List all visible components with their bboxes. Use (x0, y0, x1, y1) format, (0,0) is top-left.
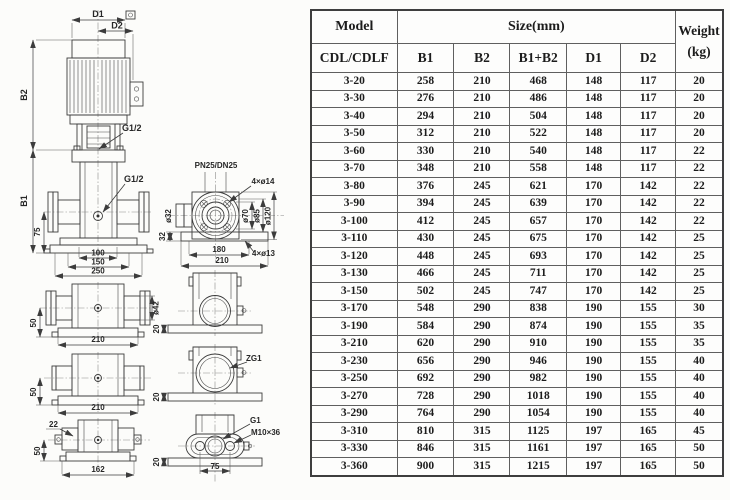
value-cell: 210 (454, 125, 510, 143)
value-cell: 170 (566, 213, 620, 231)
dim-label-portC-75: 75 (210, 462, 220, 471)
model-cell: 3-60 (311, 143, 397, 161)
table-row (311, 283, 723, 301)
model-cell: 3-190 (311, 318, 397, 336)
value-cell: 165 (621, 423, 676, 441)
value-cell: 148 (566, 143, 620, 161)
value-cell: 376 (397, 178, 454, 196)
dim-label-180: 180 (212, 245, 226, 254)
value-cell: 20 (676, 108, 723, 126)
model-cell: 3-90 (311, 195, 397, 213)
value-cell: 35 (676, 335, 723, 353)
value-cell: 245 (454, 178, 510, 196)
value-cell: 170 (566, 178, 620, 196)
value-cell: 348 (397, 160, 454, 178)
model-cell: 3-310 (311, 423, 397, 441)
value-cell: 142 (621, 248, 676, 266)
table-row (311, 178, 723, 196)
dim-label-b1: B1 (19, 195, 29, 207)
value-cell: 40 (676, 388, 723, 406)
col-header-d1: D1 (566, 44, 620, 73)
value-cell: 170 (566, 230, 620, 248)
value-cell: 40 (676, 353, 723, 371)
value-cell: 197 (566, 423, 620, 441)
value-cell: 290 (454, 405, 510, 423)
value-cell: 210 (454, 160, 510, 178)
model-cell: 3-120 (311, 248, 397, 266)
model-cell: 3-20 (311, 73, 397, 91)
value-cell: 468 (510, 73, 566, 91)
value-cell: 25 (676, 265, 723, 283)
value-cell: 142 (621, 265, 676, 283)
value-cell: 50 (676, 458, 723, 476)
pump-elevation-view (19, 9, 153, 276)
value-cell: 190 (566, 388, 620, 406)
port-label-g12-coupling: G1/2 (122, 123, 142, 133)
value-cell: 155 (621, 388, 676, 406)
value-cell: 165 (621, 458, 676, 476)
dim-label-foot3-162: 162 (91, 465, 105, 474)
value-cell: 910 (510, 335, 566, 353)
table-row (311, 108, 723, 126)
value-cell: 155 (621, 370, 676, 388)
value-cell: 874 (510, 318, 566, 336)
value-cell: 142 (621, 195, 676, 213)
value-cell: 170 (566, 248, 620, 266)
dim-label-4x13: 4×ø13 (252, 249, 275, 258)
value-cell: 394 (397, 195, 454, 213)
table-row (311, 265, 723, 283)
value-cell: 30 (676, 300, 723, 318)
dim-label-dia32: ø32 (164, 209, 173, 223)
value-cell: 117 (621, 108, 676, 126)
value-cell: 210 (454, 143, 510, 161)
model-cell: 3-40 (311, 108, 397, 126)
value-cell: 190 (566, 318, 620, 336)
value-cell: 558 (510, 160, 566, 178)
value-cell: 1215 (510, 458, 566, 476)
value-cell: 290 (454, 300, 510, 318)
dim-label-150: 150 (91, 257, 105, 267)
port-view-c (152, 412, 281, 482)
value-cell: 657 (510, 213, 566, 231)
model-cell: 3-270 (311, 388, 397, 406)
dim-label-portB-20: 20 (152, 392, 161, 402)
dim-label-dia70: ø70 (241, 209, 250, 223)
dim-label-b2: B2 (19, 89, 29, 101)
value-cell: 170 (566, 283, 620, 301)
value-cell: 165 (621, 440, 676, 458)
value-cell: 170 (566, 265, 620, 283)
value-cell: 846 (397, 440, 454, 458)
spec-table (310, 9, 724, 477)
dim-label-foot1-210: 210 (91, 335, 105, 344)
dim-label-foot1-50: 50 (29, 318, 38, 328)
dim-label-foot2-50: 50 (29, 387, 38, 397)
weight-label-line2: (kg) (687, 43, 711, 59)
value-cell: 22 (676, 160, 723, 178)
value-cell: 522 (510, 125, 566, 143)
value-cell: 25 (676, 248, 723, 266)
foot-view-plain (29, 352, 152, 413)
port-label-zg1: ZG1 (246, 354, 262, 363)
value-cell: 620 (397, 335, 454, 353)
dim-label-foot2-210: 210 (91, 403, 105, 412)
value-cell: 639 (510, 195, 566, 213)
table-body (311, 73, 723, 477)
value-cell: 946 (510, 353, 566, 371)
table-row (311, 195, 723, 213)
value-cell: 448 (397, 248, 454, 266)
value-cell: 290 (454, 388, 510, 406)
value-cell: 621 (510, 178, 566, 196)
value-cell: 540 (510, 143, 566, 161)
value-cell: 190 (566, 353, 620, 371)
value-cell: 502 (397, 283, 454, 301)
dim-label-flange-210: 210 (215, 256, 229, 265)
dim-label-portC-20: 20 (152, 457, 161, 467)
value-cell: 20 (676, 125, 723, 143)
value-cell: 584 (397, 318, 454, 336)
value-cell: 155 (621, 353, 676, 371)
value-cell: 1054 (510, 405, 566, 423)
model-cell: 3-210 (311, 335, 397, 353)
table-row (311, 248, 723, 266)
value-cell: 656 (397, 353, 454, 371)
value-cell: 155 (621, 405, 676, 423)
value-cell: 117 (621, 125, 676, 143)
value-cell: 197 (566, 440, 620, 458)
model-cell: 3-130 (311, 265, 397, 283)
dim-label-foot3-50: 50 (33, 446, 42, 456)
value-cell: 40 (676, 405, 723, 423)
col-header-d2: D2 (621, 44, 676, 73)
value-cell: 142 (621, 213, 676, 231)
dim-label-4x14: 4×ø14 (251, 177, 275, 186)
flange-rating-label: PN25/DN25 (194, 161, 238, 170)
table-row (311, 405, 723, 423)
value-cell: 315 (454, 458, 510, 476)
table-row (311, 300, 723, 318)
value-cell: 155 (621, 300, 676, 318)
table-pane (310, 0, 730, 500)
foot-view-threaded (33, 418, 150, 475)
value-cell: 117 (621, 160, 676, 178)
value-cell: 258 (397, 73, 454, 91)
bolt-label-m10x36: M10×36 (251, 428, 281, 437)
value-cell: 548 (397, 300, 454, 318)
value-cell: 245 (454, 248, 510, 266)
dim-label-portA-20: 20 (152, 324, 161, 334)
table-row (311, 423, 723, 441)
value-cell: 245 (454, 195, 510, 213)
value-cell: 315 (454, 440, 510, 458)
value-cell: 245 (454, 230, 510, 248)
value-cell: 25 (676, 283, 723, 301)
value-cell: 148 (566, 73, 620, 91)
value-cell: 1161 (510, 440, 566, 458)
value-cell: 117 (621, 73, 676, 91)
table-row (311, 318, 723, 336)
model-cell: 3-150 (311, 283, 397, 301)
table-row (311, 125, 723, 143)
table-row (311, 73, 723, 91)
port-view-a (152, 270, 262, 336)
value-cell: 900 (397, 458, 454, 476)
table-row (311, 230, 723, 248)
value-cell: 430 (397, 230, 454, 248)
table-row (311, 335, 723, 353)
value-cell: 22 (676, 143, 723, 161)
value-cell: 466 (397, 265, 454, 283)
value-cell: 25 (676, 230, 723, 248)
model-cell: 3-330 (311, 440, 397, 458)
value-cell: 22 (676, 213, 723, 231)
value-cell: 45 (676, 423, 723, 441)
flange-top-view (158, 161, 284, 266)
value-cell: 142 (621, 283, 676, 301)
value-cell: 190 (566, 370, 620, 388)
value-cell: 155 (621, 318, 676, 336)
value-cell: 412 (397, 213, 454, 231)
value-cell: 210 (454, 90, 510, 108)
value-cell: 245 (454, 283, 510, 301)
value-cell: 190 (566, 335, 620, 353)
value-cell: 20 (676, 90, 723, 108)
value-cell: 728 (397, 388, 454, 406)
pump-drawing (0, 0, 310, 500)
value-cell: 210 (454, 73, 510, 91)
dim-label-dia42: ø42 (151, 301, 161, 315)
value-cell: 190 (566, 300, 620, 318)
value-cell: 290 (454, 318, 510, 336)
table-row (311, 458, 723, 476)
value-cell: 117 (621, 90, 676, 108)
port-label-g1: G1 (250, 416, 261, 425)
table-row (311, 388, 723, 406)
table-row (311, 160, 723, 178)
model-cell: 3-290 (311, 405, 397, 423)
table-row (311, 440, 723, 458)
value-cell: 197 (566, 458, 620, 476)
foot-view-flanged (29, 282, 161, 345)
model-cell: 3-100 (311, 213, 397, 231)
value-cell: 982 (510, 370, 566, 388)
value-cell: 290 (454, 370, 510, 388)
model-cell: 3-230 (311, 353, 397, 371)
value-cell: 692 (397, 370, 454, 388)
value-cell: 504 (510, 108, 566, 126)
table-row (311, 90, 723, 108)
model-cell: 3-50 (311, 125, 397, 143)
col-header-weight (676, 10, 723, 73)
value-cell: 245 (454, 213, 510, 231)
value-cell: 142 (621, 178, 676, 196)
value-cell: 290 (454, 335, 510, 353)
table-row (311, 353, 723, 371)
value-cell: 747 (510, 283, 566, 301)
model-cell: 3-110 (311, 230, 397, 248)
weight-label-line1: Weight (678, 23, 720, 39)
value-cell: 486 (510, 90, 566, 108)
dim-label-flange-32: 32 (158, 232, 167, 241)
value-cell: 148 (566, 108, 620, 126)
value-cell: 764 (397, 405, 454, 423)
value-cell: 148 (566, 125, 620, 143)
value-cell: 148 (566, 90, 620, 108)
dim-label-dia120: ø120 (263, 206, 273, 226)
dim-label-d2: D2 (111, 20, 123, 31)
table-header (311, 10, 723, 73)
value-cell: 117 (621, 143, 676, 161)
value-cell: 693 (510, 248, 566, 266)
value-cell: 170 (566, 195, 620, 213)
value-cell: 22 (676, 195, 723, 213)
model-cell: 3-250 (311, 370, 397, 388)
value-cell: 810 (397, 423, 454, 441)
port-view-b (152, 344, 262, 406)
value-cell: 190 (566, 405, 620, 423)
value-cell: 245 (454, 265, 510, 283)
model-cell: 3-30 (311, 90, 397, 108)
value-cell: 142 (621, 230, 676, 248)
table-row (311, 213, 723, 231)
value-cell: 20 (676, 73, 723, 91)
value-cell: 35 (676, 318, 723, 336)
dim-label-100: 100 (91, 248, 105, 258)
value-cell: 1125 (510, 423, 566, 441)
value-cell: 312 (397, 125, 454, 143)
model-cell: 3-360 (311, 458, 397, 476)
value-cell: 1018 (510, 388, 566, 406)
value-cell: 210 (454, 108, 510, 126)
value-cell: 838 (510, 300, 566, 318)
col-header-size-group: Size(mm) (397, 10, 675, 44)
value-cell: 315 (454, 423, 510, 441)
dim-label-75: 75 (33, 227, 42, 237)
table-row (311, 143, 723, 161)
value-cell: 675 (510, 230, 566, 248)
value-cell: 276 (397, 90, 454, 108)
value-cell: 330 (397, 143, 454, 161)
dim-label-dia85: ø85 (252, 209, 262, 223)
model-cell: 3-70 (311, 160, 397, 178)
col-header-model: Model (311, 10, 397, 44)
dim-label-foot3-22: 22 (49, 420, 58, 429)
port-label-g12-drain: G1/2 (124, 174, 144, 184)
value-cell: 711 (510, 265, 566, 283)
model-cell: 3-80 (311, 178, 397, 196)
value-cell: 50 (676, 440, 723, 458)
col-header-b1: B1 (397, 44, 454, 73)
value-cell: 22 (676, 178, 723, 196)
value-cell: 294 (397, 108, 454, 126)
col-header-b1b2: B1+B2 (510, 44, 566, 73)
value-cell: 290 (454, 353, 510, 371)
dim-label-d1: D1 (92, 9, 104, 19)
value-cell: 148 (566, 160, 620, 178)
value-cell: 155 (621, 335, 676, 353)
model-cell: 3-170 (311, 300, 397, 318)
col-header-model-series: CDL/CDLF (311, 44, 397, 73)
col-header-b2: B2 (454, 44, 510, 73)
dim-label-250: 250 (91, 266, 105, 276)
value-cell: 40 (676, 370, 723, 388)
table-row (311, 370, 723, 388)
